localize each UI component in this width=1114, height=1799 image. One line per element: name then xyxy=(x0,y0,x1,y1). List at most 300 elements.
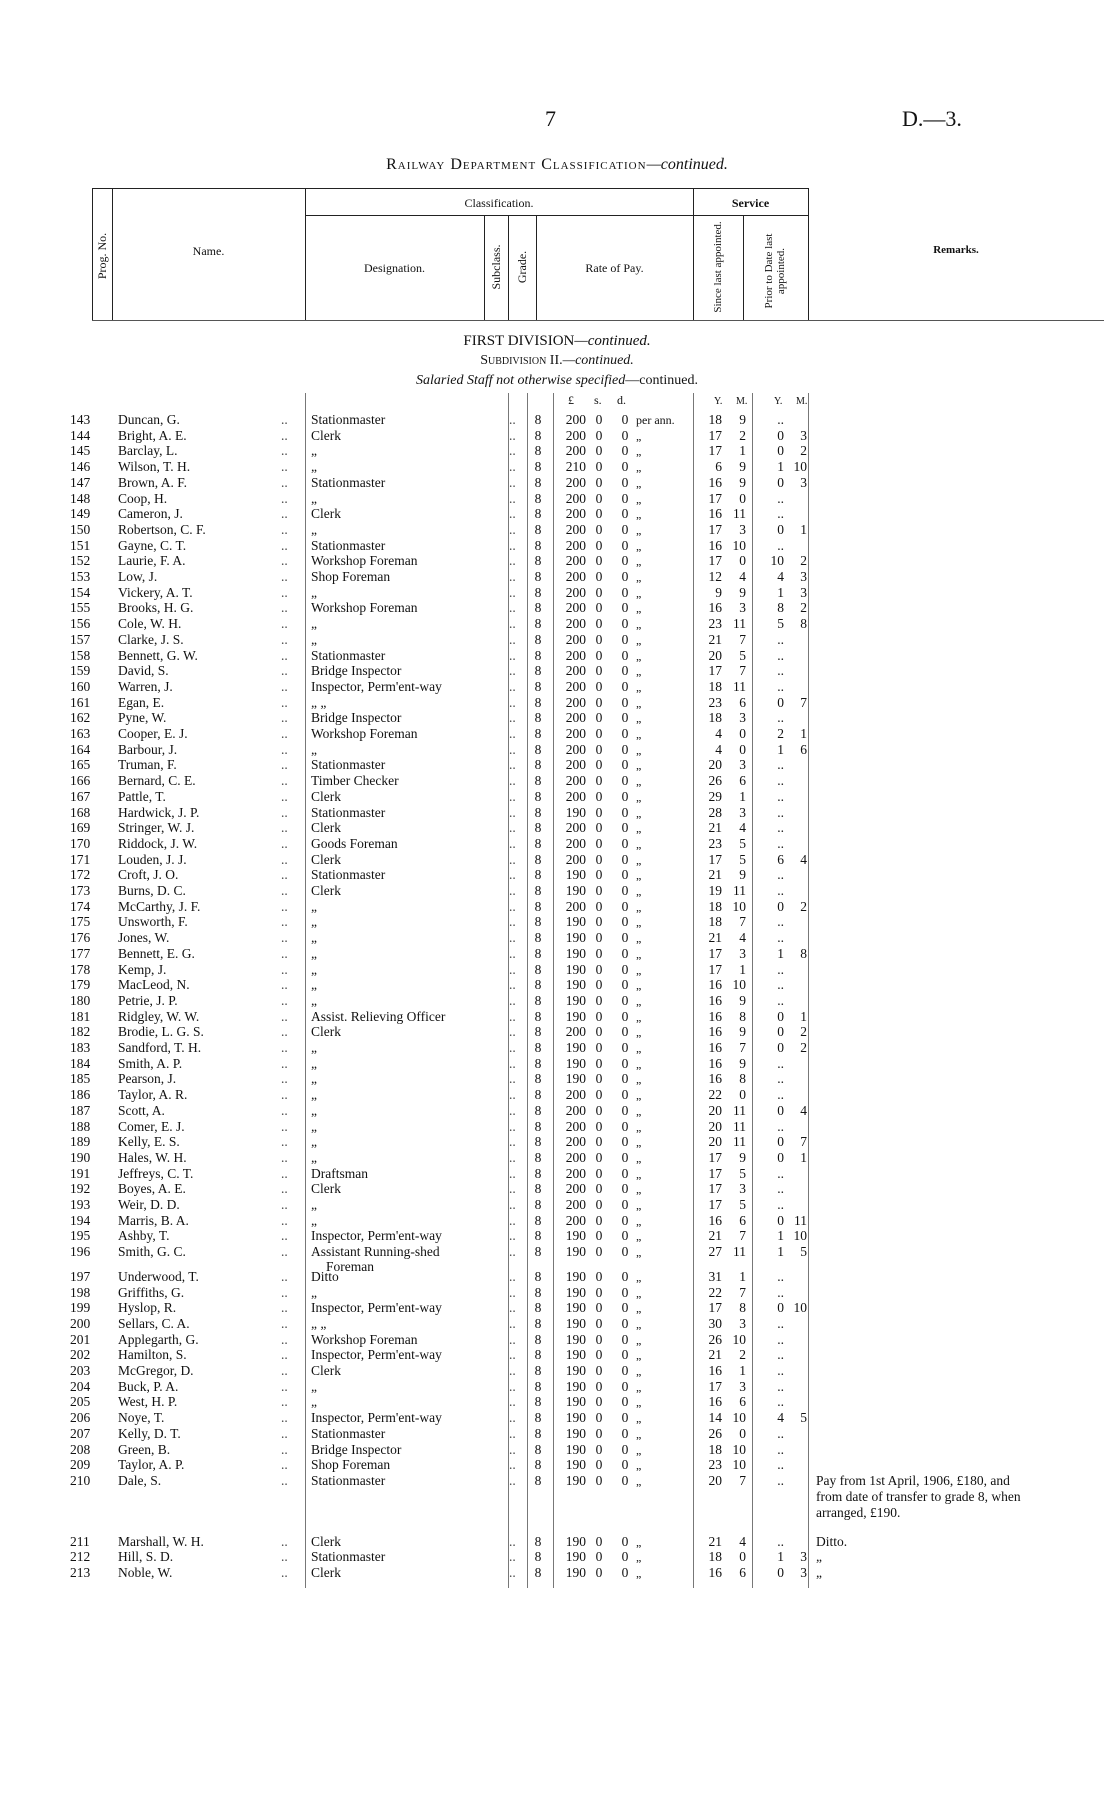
pounds-cell: 200 xyxy=(565,851,586,867)
name-cell: Coop, H. xyxy=(118,490,168,506)
table-row xyxy=(0,1394,1114,1410)
years-unit-prior: Y. xyxy=(774,396,783,407)
prog-no-cell: 209 xyxy=(70,1457,91,1473)
name-cell: Brodie, L. G. S. xyxy=(118,1024,204,1040)
leader-dots: .. xyxy=(281,506,288,522)
prog-no-cell: 170 xyxy=(70,835,91,851)
since-years-cell: 12 xyxy=(708,569,722,584)
since-months-cell: 9 xyxy=(739,1055,746,1071)
period-cell: „ xyxy=(636,507,642,522)
grade-cell: 8 xyxy=(534,1410,542,1426)
since-months-cell: 11 xyxy=(733,1118,746,1134)
prior-months-cell: 1 xyxy=(800,1008,807,1024)
period-cell: „ xyxy=(636,1245,642,1260)
designation-cell: Inspector, Perm'ent-way xyxy=(311,1347,442,1363)
prior-years-cell: .. xyxy=(777,1363,784,1378)
leader-dots: .. xyxy=(509,1134,516,1150)
name-cell: McCarthy, J. F. xyxy=(118,898,201,914)
since-months-cell: 2 xyxy=(739,1347,746,1363)
pence-cell: 0 xyxy=(621,584,629,600)
name-cell: Griffiths, G. xyxy=(118,1284,185,1300)
name-cell: Warren, J. xyxy=(118,678,173,694)
since-years-cell: 26 xyxy=(708,1331,722,1347)
prior-months-cell: 2 xyxy=(800,898,807,914)
shillings-cell: 0 xyxy=(595,694,603,710)
name-cell: Cooper, E. J. xyxy=(118,726,188,741)
table-row xyxy=(0,1472,1114,1520)
since-years-cell: 17 xyxy=(708,1378,722,1394)
leader-dots: .. xyxy=(509,474,516,490)
prog-no-cell: 161 xyxy=(70,694,91,710)
table-row xyxy=(0,789,1114,805)
pence-cell: 0 xyxy=(621,1212,629,1228)
period-cell: „ xyxy=(636,1198,642,1212)
designation-cell: Clerk xyxy=(311,506,341,522)
period-cell: „ xyxy=(636,475,642,490)
prior-years-cell: 10 xyxy=(770,553,784,569)
period-cell: „ xyxy=(636,1364,642,1378)
name-cell: Bennett, E. G. xyxy=(118,945,195,961)
pounds-cell: 200 xyxy=(565,553,586,569)
period-cell: „ xyxy=(636,727,642,741)
leader-dots: .. xyxy=(509,1244,516,1260)
prior-months-cell: 1 xyxy=(800,521,807,537)
leader-dots: .. xyxy=(281,930,288,946)
prog-no-cell: 206 xyxy=(70,1410,91,1426)
since-years-cell: 20 xyxy=(708,757,722,773)
since-years-cell: 4 xyxy=(715,741,722,757)
pounds-cell: 200 xyxy=(565,773,586,789)
shillings-cell: 0 xyxy=(595,600,603,616)
name-cell: Robertson, C. F. xyxy=(118,521,206,537)
period-cell: „ xyxy=(636,836,642,851)
grade-cell: 8 xyxy=(534,1165,542,1181)
since-years-cell: 21 xyxy=(708,867,722,883)
since-years-cell: 17 xyxy=(708,443,722,459)
leader-dots: .. xyxy=(281,1347,288,1363)
since-years-cell: 16 xyxy=(708,1055,722,1071)
pounds-unit: £ xyxy=(568,393,574,407)
leader-dots: .. xyxy=(509,1363,516,1378)
pounds-cell: 200 xyxy=(565,757,586,773)
leader-dots: .. xyxy=(281,1197,288,1212)
table-row xyxy=(0,663,1114,679)
grade-cell: 8 xyxy=(534,474,542,490)
rate-of-pay-header: Rate of Pay. xyxy=(585,261,644,275)
prior-years-cell: 0 xyxy=(777,521,784,537)
period-cell: „ xyxy=(636,993,642,1008)
name-cell: Applegarth, G. xyxy=(118,1331,199,1347)
subdivision-text: Subdivision II. xyxy=(480,353,563,368)
designation-cell: Stationmaster xyxy=(311,1549,386,1565)
pounds-cell: 200 xyxy=(565,678,586,694)
pounds-cell: 200 xyxy=(565,1024,586,1040)
prior-months-cell: 2 xyxy=(800,600,807,616)
since-years-cell: 18 xyxy=(708,914,722,930)
grade-cell: 8 xyxy=(534,820,542,836)
leader-dots: .. xyxy=(509,1315,516,1331)
pounds-cell: 200 xyxy=(565,569,586,584)
pounds-cell: 200 xyxy=(565,726,586,741)
pence-cell: 0 xyxy=(621,1134,629,1150)
period-cell: „ xyxy=(636,789,642,804)
grade-cell: 8 xyxy=(534,1212,542,1228)
prior-years-cell: .. xyxy=(777,537,784,553)
pence-cell: 0 xyxy=(621,1268,629,1284)
since-months-cell: 10 xyxy=(732,537,746,553)
pounds-cell: 190 xyxy=(565,930,586,946)
prior-years-cell: 0 xyxy=(777,1300,784,1316)
prior-months-cell: 1 xyxy=(800,726,807,741)
name-cell: Duncan, G. xyxy=(118,412,180,427)
remarks-cell: Ditto. xyxy=(816,1533,848,1549)
staff-heading xyxy=(0,373,1114,389)
prior-years-cell: .. xyxy=(777,631,784,647)
name-cell: Green, B. xyxy=(118,1441,171,1457)
designation-cell: Stationmaster xyxy=(311,474,386,490)
leader-dots: .. xyxy=(509,1102,516,1118)
prior-years-cell: .. xyxy=(777,1284,784,1300)
leader-dots: .. xyxy=(281,569,288,584)
prior-years-cell: 1 xyxy=(777,584,784,600)
since-years-cell: 17 xyxy=(708,1181,722,1197)
leader-dots: .. xyxy=(281,427,288,443)
leader-dots: .. xyxy=(281,898,288,914)
since-years-cell: 17 xyxy=(708,1149,722,1165)
pence-cell: 0 xyxy=(621,537,629,553)
pence-cell: 0 xyxy=(621,1394,629,1410)
period-cell: „ xyxy=(636,1426,642,1441)
since-months-cell: 0 xyxy=(739,741,746,757)
pounds-cell: 190 xyxy=(565,977,586,993)
since-months-cell: 6 xyxy=(739,773,746,789)
prior-years-cell: .. xyxy=(777,804,784,820)
grade-cell: 8 xyxy=(534,600,542,616)
since-years-cell: 21 xyxy=(708,1347,722,1363)
since-years-cell: 23 xyxy=(708,694,722,710)
name-cell: Hardwick, J. P. xyxy=(118,804,200,820)
leader-dots: .. xyxy=(509,1441,516,1457)
leader-dots: .. xyxy=(509,883,516,898)
name-cell: Barbour, J. xyxy=(118,741,178,757)
table-row xyxy=(0,695,1114,711)
designation-cell: „ xyxy=(311,1378,317,1394)
leader-dots: .. xyxy=(281,710,288,726)
name-cell: Hamilton, S. xyxy=(118,1347,187,1363)
prior-months-cell: 3 xyxy=(800,1565,807,1580)
grade-cell: 8 xyxy=(534,1197,542,1212)
shillings-cell: 0 xyxy=(595,537,603,553)
leader-dots: .. xyxy=(509,694,516,710)
designation-cell: Stationmaster xyxy=(311,1472,386,1488)
shillings-cell: 0 xyxy=(595,898,603,914)
name-cell: Underwood, T. xyxy=(118,1268,199,1284)
prior-years-cell: .. xyxy=(777,1441,784,1457)
since-months-cell: 11 xyxy=(733,1244,746,1260)
prog-no-cell: 188 xyxy=(70,1118,91,1134)
prog-no-cell: 184 xyxy=(70,1055,91,1071)
table-row xyxy=(0,1534,1114,1550)
since-months-cell: 4 xyxy=(739,1533,746,1549)
pence-cell: 0 xyxy=(621,1024,629,1040)
table-row xyxy=(0,1363,1114,1379)
leader-dots: .. xyxy=(281,1425,288,1441)
prog-no-cell: 185 xyxy=(70,1071,91,1087)
pence-cell: 0 xyxy=(621,663,629,679)
pounds-cell: 190 xyxy=(565,1441,586,1457)
leader-dots: .. xyxy=(509,1055,516,1071)
since-years-cell: 20 xyxy=(708,647,722,663)
name-cell: Laurie, F. A. xyxy=(118,553,186,569)
pounds-cell: 190 xyxy=(565,1425,586,1441)
prog-no-cell: 198 xyxy=(70,1284,91,1300)
leader-dots: .. xyxy=(509,977,516,993)
grade-cell: 8 xyxy=(534,1055,542,1071)
prior-years-cell: .. xyxy=(777,506,784,522)
table-row xyxy=(0,1565,1114,1581)
since-months-cell: 3 xyxy=(739,600,746,616)
grade-cell: 8 xyxy=(534,678,542,694)
since-months-cell: 9 xyxy=(739,1149,746,1165)
leader-dots: .. xyxy=(281,1244,288,1260)
table-row xyxy=(0,616,1114,632)
designation-cell: „ xyxy=(311,945,317,961)
grade-header: Grade. xyxy=(515,250,529,284)
since-years-cell: 17 xyxy=(708,1165,722,1181)
pence-cell: 0 xyxy=(621,1457,629,1473)
since-months-cell: 2 xyxy=(739,427,746,443)
pounds-cell: 190 xyxy=(565,1363,586,1378)
prog-no-cell: 153 xyxy=(70,569,91,584)
pence-cell: 0 xyxy=(621,1284,629,1300)
prior-years-cell: 1 xyxy=(777,1228,784,1244)
since-months-cell: 7 xyxy=(739,1040,746,1055)
prior-months-cell: 3 xyxy=(800,584,807,600)
leader-dots: .. xyxy=(281,553,288,569)
prior-months-cell: 5 xyxy=(800,1244,807,1260)
prog-no-cell: 145 xyxy=(70,443,91,459)
grade-cell: 8 xyxy=(534,1071,542,1087)
table-row xyxy=(0,946,1114,962)
designation-cell: Inspector, Perm'ent-way xyxy=(311,1410,442,1426)
pence-cell: 0 xyxy=(621,757,629,773)
leader-dots: .. xyxy=(509,835,516,851)
leader-dots: .. xyxy=(281,1565,288,1580)
since-years-cell: 20 xyxy=(708,1472,722,1488)
designation-cell: Ditto xyxy=(311,1268,339,1284)
period-cell: „ xyxy=(636,1056,642,1071)
leader-dots: .. xyxy=(281,1284,288,1300)
prior-years-cell: .. xyxy=(777,977,784,993)
pounds-cell: 200 xyxy=(565,647,586,663)
leader-dots: .. xyxy=(281,1165,288,1181)
grade-cell: 8 xyxy=(534,506,542,522)
period-cell: „ xyxy=(636,1411,642,1426)
grade-cell: 8 xyxy=(534,914,542,930)
table-row xyxy=(0,1119,1114,1135)
leader-dots: .. xyxy=(509,631,516,647)
table-row xyxy=(0,1316,1114,1332)
prog-no-cell: 189 xyxy=(70,1134,91,1150)
designation-cell: „ xyxy=(311,1087,317,1103)
designation-cell: Stationmaster xyxy=(311,537,386,553)
prog-no-cell: 195 xyxy=(70,1228,91,1244)
pounds-cell: 190 xyxy=(565,1378,586,1394)
shillings-cell: 0 xyxy=(595,427,603,443)
prog-no-cell: 204 xyxy=(70,1378,91,1394)
period-cell: „ xyxy=(636,868,642,883)
pounds-cell: 190 xyxy=(565,883,586,898)
prior-years-cell: .. xyxy=(777,1118,784,1134)
leader-dots: .. xyxy=(509,443,516,459)
period-cell: „ xyxy=(636,1316,642,1331)
pounds-cell: 190 xyxy=(565,1244,586,1260)
table-row xyxy=(0,977,1114,993)
pounds-cell: 190 xyxy=(565,1055,586,1071)
prior-years-cell: 1 xyxy=(777,1244,784,1260)
leader-dots: .. xyxy=(281,694,288,710)
designation-cell: Workshop Foreman xyxy=(311,600,418,616)
name-cell: Kemp, J. xyxy=(118,961,167,977)
leader-dots: .. xyxy=(281,835,288,851)
prog-no-cell: 172 xyxy=(70,867,91,883)
shillings-cell: 0 xyxy=(595,1331,603,1347)
period-cell: „ xyxy=(636,522,642,537)
table-row xyxy=(0,1549,1114,1565)
pounds-cell: 190 xyxy=(565,1008,586,1024)
shillings-cell: 0 xyxy=(595,1300,603,1316)
since-months-cell: 7 xyxy=(739,631,746,647)
designation-cell: Stationmaster xyxy=(311,412,386,427)
prog-no-cell: 201 xyxy=(70,1331,91,1347)
prog-no-cell: 207 xyxy=(70,1425,91,1441)
since-years-cell: 16 xyxy=(708,537,722,553)
grade-cell: 8 xyxy=(534,1118,542,1134)
table-row xyxy=(0,1244,1114,1275)
table-row xyxy=(0,805,1114,821)
prior-months-cell: 3 xyxy=(800,427,807,443)
prior-months-cell: 2 xyxy=(800,553,807,569)
since-months-cell: 11 xyxy=(733,1134,746,1150)
leader-dots: .. xyxy=(509,820,516,836)
shillings-cell: 0 xyxy=(595,1008,603,1024)
period-cell: „ xyxy=(636,1135,642,1150)
table-row xyxy=(0,1166,1114,1182)
pounds-cell: 190 xyxy=(565,1410,586,1426)
since-years-cell: 17 xyxy=(708,851,722,867)
leader-dots: .. xyxy=(509,1472,516,1488)
since-last-text: Since last appointed. xyxy=(712,221,724,313)
table-row xyxy=(0,1134,1114,1150)
prior-months-cell: 10 xyxy=(793,1300,807,1316)
leader-dots: .. xyxy=(281,1071,288,1087)
since-months-cell: 1 xyxy=(739,788,746,804)
subdivision-continued: —continued. xyxy=(562,353,634,368)
since-years-cell: 16 xyxy=(708,992,722,1008)
leader-dots: .. xyxy=(281,1181,288,1197)
prior-months-cell: 2 xyxy=(800,443,807,459)
table-row xyxy=(0,757,1114,773)
designation-cell: Inspector, Perm'ent-way xyxy=(311,1300,442,1316)
table-row xyxy=(0,585,1114,601)
pence-cell: 0 xyxy=(621,1118,629,1134)
prog-no-cell: 164 xyxy=(70,741,91,757)
name-cell: Burns, D. C. xyxy=(118,883,186,898)
pounds-cell: 200 xyxy=(565,600,586,616)
table-row xyxy=(0,899,1114,915)
grade-cell: 8 xyxy=(534,584,542,600)
remarks-cell: „ xyxy=(816,1549,822,1565)
period-cell: „ xyxy=(636,617,642,632)
prog-no-cell: 155 xyxy=(70,600,91,616)
table-row xyxy=(0,1347,1114,1363)
table-row xyxy=(0,1442,1114,1458)
period-cell: „ xyxy=(636,1119,642,1134)
pence-cell: 0 xyxy=(621,1244,629,1260)
pence-cell: 0 xyxy=(621,804,629,820)
shillings-cell: 0 xyxy=(595,1425,603,1441)
pence-cell: 0 xyxy=(621,1040,629,1055)
pence-cell: 0 xyxy=(621,1410,629,1426)
grade-cell: 8 xyxy=(534,459,542,475)
prior-months-cell: 3 xyxy=(800,474,807,490)
designation-cell: „ xyxy=(311,1040,317,1055)
designation-cell: Goods Foreman xyxy=(311,835,398,851)
shillings-unit: s. xyxy=(594,393,602,407)
shillings-cell: 0 xyxy=(595,1315,603,1331)
shillings-cell: 0 xyxy=(595,1228,603,1244)
leader-dots: .. xyxy=(509,898,516,914)
shillings-cell: 0 xyxy=(595,443,603,459)
name-cell: Hill, S. D. xyxy=(118,1549,174,1565)
grade-cell: 8 xyxy=(534,694,542,710)
grade-cell: 8 xyxy=(534,992,542,1008)
prog-no-cell: 178 xyxy=(70,961,91,977)
shillings-cell: 0 xyxy=(595,553,603,569)
leader-dots: .. xyxy=(509,1228,516,1244)
leader-dots: .. xyxy=(509,1268,516,1284)
prior-years-cell: 1 xyxy=(777,741,784,757)
pounds-cell: 200 xyxy=(565,788,586,804)
name-cell: Taylor, A. P. xyxy=(118,1457,185,1473)
designation-cell: „ xyxy=(311,1055,317,1071)
prog-no-cell: 200 xyxy=(70,1315,91,1331)
pounds-cell: 200 xyxy=(565,694,586,710)
prog-no-cell: 202 xyxy=(70,1347,91,1363)
table-row xyxy=(0,852,1114,868)
name-cell: MacLeod, N. xyxy=(118,977,190,993)
since-years-cell: 17 xyxy=(708,1197,722,1212)
service-header: Service xyxy=(731,196,770,210)
table-row xyxy=(0,930,1114,946)
grade-cell: 8 xyxy=(534,1472,542,1488)
prior-years-cell: .. xyxy=(777,1347,784,1363)
leader-dots: .. xyxy=(509,1071,516,1087)
pounds-cell: 200 xyxy=(565,741,586,757)
since-years-cell: 18 xyxy=(708,710,722,726)
pence-cell: 0 xyxy=(621,1363,629,1378)
grade-cell: 8 xyxy=(534,930,542,946)
prog-no-cell: 174 xyxy=(70,898,91,914)
since-years-cell: 9 xyxy=(715,584,722,600)
name-cell: Cole, W. H. xyxy=(118,616,182,632)
leader-dots: .. xyxy=(281,1228,288,1244)
period-cell: „ xyxy=(636,1348,642,1363)
remarks-header: Remarks. xyxy=(933,244,979,256)
prog-no-cell: 168 xyxy=(70,804,91,820)
pence-cell: 0 xyxy=(621,474,629,490)
table-row xyxy=(0,538,1114,554)
